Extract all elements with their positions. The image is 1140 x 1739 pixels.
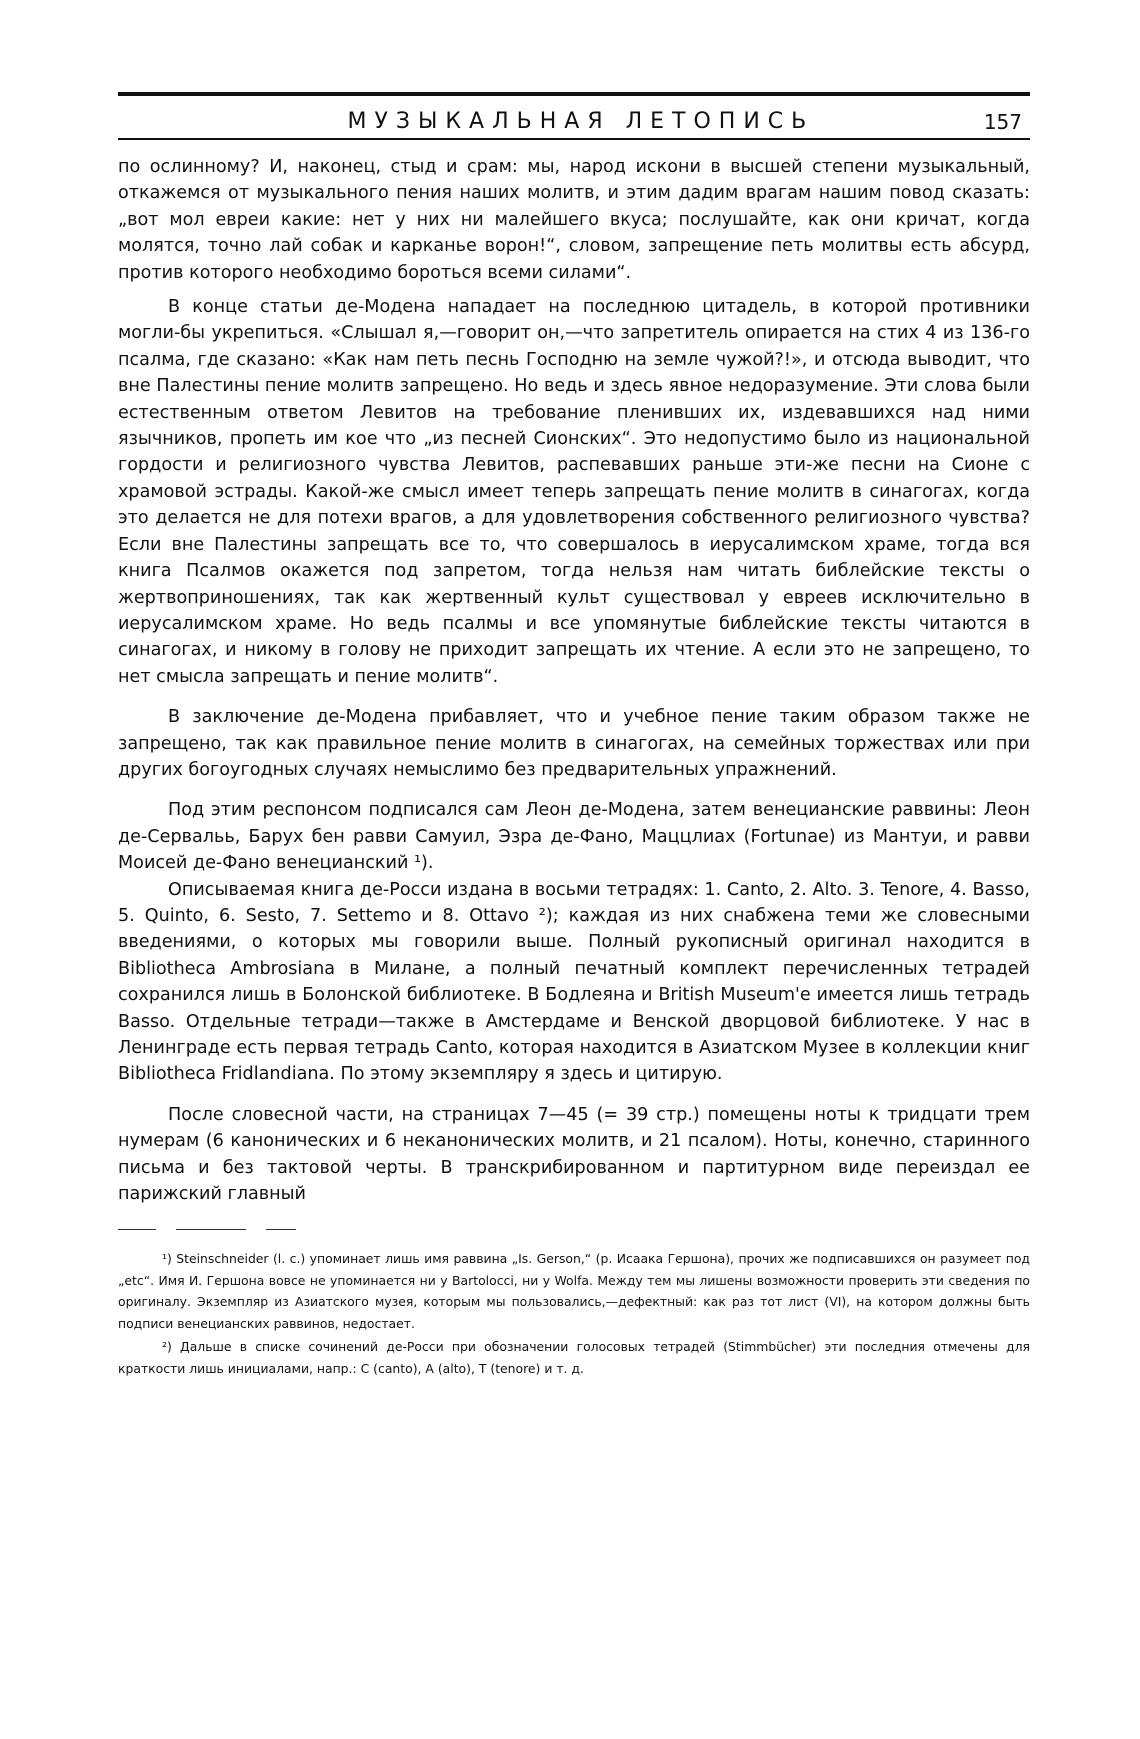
paragraph: После словесной части, на страницах 7—45 (= 39 стр.) помещены ноты к тридцати трем нумерам (6 канонических и 6 неканонических молитв, и 21 псалом). Ноты, конечно, старинного письма и без тактовой черты. В транскрибированном и партитурном виде переиздал ее парижский главный: [118, 1104, 1030, 1205]
header-bottom-rule: [118, 138, 1030, 140]
body-text: [118, 154, 1030, 1207]
paragraph: В заключение де-Модена прибавляет, что и учебное пение таким образом также не запрещено, так как правильное пение молитв в синагогах, на семейных торжествах или при других богоугодных случаях немыслимо без предварительных упражнений.: [118, 707, 1030, 780]
page-number: 157: [983, 110, 1022, 134]
footnote-separator: [118, 1229, 1030, 1230]
header-top-rule: [118, 92, 1030, 96]
running-header: [118, 104, 1030, 136]
page: [118, 92, 1030, 1381]
footnote: ²) Дальше в списке сочинений де-Росси при обозначении голосовых тетрадей (Stimmbücher) эти последния отмечены для краткости лишь инициалами, напр.: С (canto), А (alto), Т (tenore) и т. д.: [118, 1339, 1030, 1376]
journal-title: МУЗЫКАЛЬНАЯ ЛЕТОПИСЬ: [347, 109, 815, 134]
paragraph: Описываемая книга де-Росси издана в восьми тетрадях: 1. Canto, 2. Alto. 3. Tenore, 4. Basso, 5. Quinto, 6. Sesto, 7. Settemo и 8. Ottavo ²); каждая из них снабжена теми же словесными введениями, о которых мы говорили выше. Полный рукописный оригинал находится в Bibliotheca Ambrosiana в Милане, а полный печатный комплект перечисленных тетрадей сохранился лишь в Болонской библиотеке. В Бодлеяна и British Museum'е имеется лишь тетрадь Basso. Отдельные тетради—также в Амстердаме и Венской дворцовой библиотеке. У нас в Ленинграде есть первая тетрадь Canto, которая находится в Азиатском Музее в коллекции книг Bibliotheca Fridlandiana. По этому экземпляру я здесь и цитирую.: [118, 879, 1030, 1085]
paragraph: Под этим респонсом подписался сам Леон де-Модена, затем венецианские раввины: Леон де-Сервальь, Барух бен равви Самуил, Эзра де-Фано, Маццлиах (Fortunae) из Мантуи, и равви Моисей де-Фано венецианский ¹).: [118, 800, 1030, 874]
paragraph: по ослинному? И, наконец, стыд и срам: мы, народ искони в высшей степени музыкальный, откажемся от музыкального пения наших молитв, и этим дадим врагам нашим повод сказать: „вот мол евреи какие: нет у них ни малейшего вкуса; послушайте, как они кричат, когда молятся, точно лай собак и карканье ворон!“, словом, запрещение петь молитвы есть абсурд, против которого необходимо бороться всеми силами“.: [118, 157, 1030, 283]
footnote: ¹) Steinschneider (l. c.) упоминает лишь имя раввина „Is. Gerson,“ (р. Исаака Гершона), прочих же подписавшихся он разумеет под „etc“. Имя И. Гершона вовсе не упоминается ни у Bartolocci, ни у Wolfa. Между тем мы лишены возможности проверить эти сведения по оригиналу. Экземпляр из Азиатского музея, которым мы пользовались,—дефектный: как раз тот лист (VI), на котором должны быть подписи венецианских раввинов, недостает.: [118, 1251, 1030, 1331]
paragraph: В конце статьи де-Модена нападает на последнюю цитадель, в которой противники могли-бы укрепиться. «Слышал я,—говорит он,—что запретитель опирается на стих 4 из 136-го псалма, где сказано: «Как нам петь песнь Господню на земле чужой?!», и отсюда выводит, что вне Палестины пение молитв запрещено. Но ведь и здесь явное недоразумение. Эти слова были естественным ответом Левитов на требование пленивших их, издевавшихся над ними язычников, пропеть им кое что „из песней Сионских“. Это недопустимо было из национальной гордости и религиозного чувства Левитов, распевавших раньше эти-же песни на Сионе с храмовой эстрады. Какой-же смысл имеет теперь запрещать пение молитв в синагогах, когда это делается не для потехи врагов, а для удовлетворения собственного религиозного чувства? Если вне Палестины запрещать все то, что совершалось в иерусалимском храме, тогда вся книга Псалмов окажется под запретом, тогда нельзя нам читать библейские тексты о жертвоприношениях, так как жертвенный культ существовал у евреев исключительно в иерусалимском храме. Но ведь псалмы и все упомянутые библейские тексты читаются в синагогах, и никому в голову не приходит запрещать их чтение. А если это не запрещено, то нет смысла запрещать и пение молитв“.: [118, 297, 1030, 687]
footnotes: [118, 1248, 1030, 1379]
